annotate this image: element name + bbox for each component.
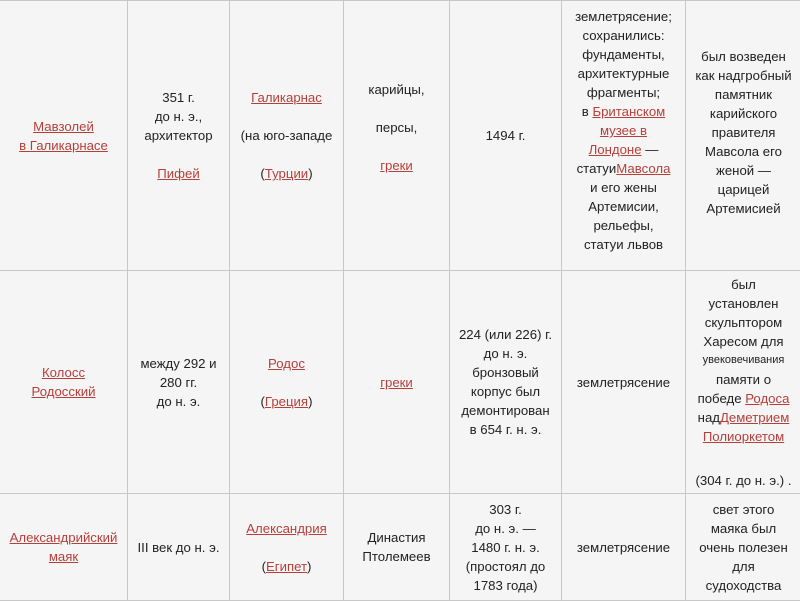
architect-link[interactable]: Пифей — [129, 164, 228, 183]
notes-cell: был возведен как надгробный памятник карийского правителя Мавсола его женой — царицей Артемисией — [686, 1, 800, 271]
museum-link[interactable]: музее в — [563, 121, 684, 140]
table-row — [0, 271, 800, 494]
date-cell: между 292 и 280 гг. до н. э. — [128, 271, 230, 494]
destroyed-cell: 1494 г. — [450, 1, 562, 271]
destroyed-cell: 224 (или 226) г. до н. э. бронзовый корпус был демонтирован в 654 г. н. э. — [450, 271, 562, 494]
rhodes-link[interactable]: Родоса — [745, 391, 789, 406]
wonder-name-cell — [0, 494, 128, 601]
city-link[interactable]: Галикарнас — [231, 88, 342, 107]
poliorket-link[interactable]: Полиоркетом — [687, 427, 800, 446]
cause-cell: землетрясение — [562, 271, 686, 494]
people-cell: карийцы, персы, греки — [344, 1, 450, 271]
table-row — [0, 1, 800, 271]
people-link[interactable]: греки — [345, 156, 448, 175]
wonder-name-link[interactable]: Колосс Родосский — [1, 363, 126, 401]
destroyed-cell: 303 г. до н. э. — 1480 г. н. э. (простоял до 1783 года) — [450, 494, 562, 601]
city-link[interactable]: Родос — [231, 354, 342, 373]
demetrius-link[interactable]: Деметрием — [720, 410, 789, 425]
country-link[interactable]: Египет — [266, 559, 307, 574]
british-link[interactable]: Британском — [592, 104, 665, 119]
city-link[interactable]: Александрия — [231, 519, 342, 538]
people-cell: Династия Птолемеев — [344, 494, 450, 601]
people-link[interactable]: греки — [345, 373, 448, 392]
cause-cell: землетрясение — [562, 494, 686, 601]
date-cell: III век до н. э. — [128, 494, 230, 601]
wonder-name-cell — [0, 1, 128, 271]
table-row — [0, 494, 800, 601]
wonder-name-link[interactable]: Александрийский маяк — [1, 528, 126, 566]
date-cell: 351 г. до н. э., архитектор Пифей — [128, 1, 230, 271]
wonder-name-link[interactable]: Мавзолей в Галикарнасе — [1, 117, 126, 155]
place-cell: Александрия (Египет) — [230, 494, 344, 601]
place-cell: Родос (Греция) — [230, 271, 344, 494]
place-cell: Галикарнас (на юго-западе (Турции) — [230, 1, 344, 271]
country-link[interactable]: Греция — [265, 394, 308, 409]
notes-cell: был установлен скульптором Харесом для увековечивания памяти о победе Родоса надДеметрием Полиоркетом (304 г. до н. э.) . — [686, 271, 800, 494]
wonder-name-cell — [0, 271, 128, 494]
london-link[interactable]: Лондоне — [589, 142, 642, 157]
country-link[interactable]: Турции — [265, 166, 308, 181]
people-cell — [344, 271, 450, 494]
mausol-link[interactable]: Мавсола — [616, 161, 670, 176]
cause-cell: землетрясение; сохранились: фундаменты, архитектурные фрагменты; в Британском музее в Лондоне — статуиМавсола и его жены Артемисии, рельефы, статуи львов — [562, 1, 686, 271]
notes-cell: свет этого маяка был очень полезен для судоходства — [686, 494, 800, 601]
